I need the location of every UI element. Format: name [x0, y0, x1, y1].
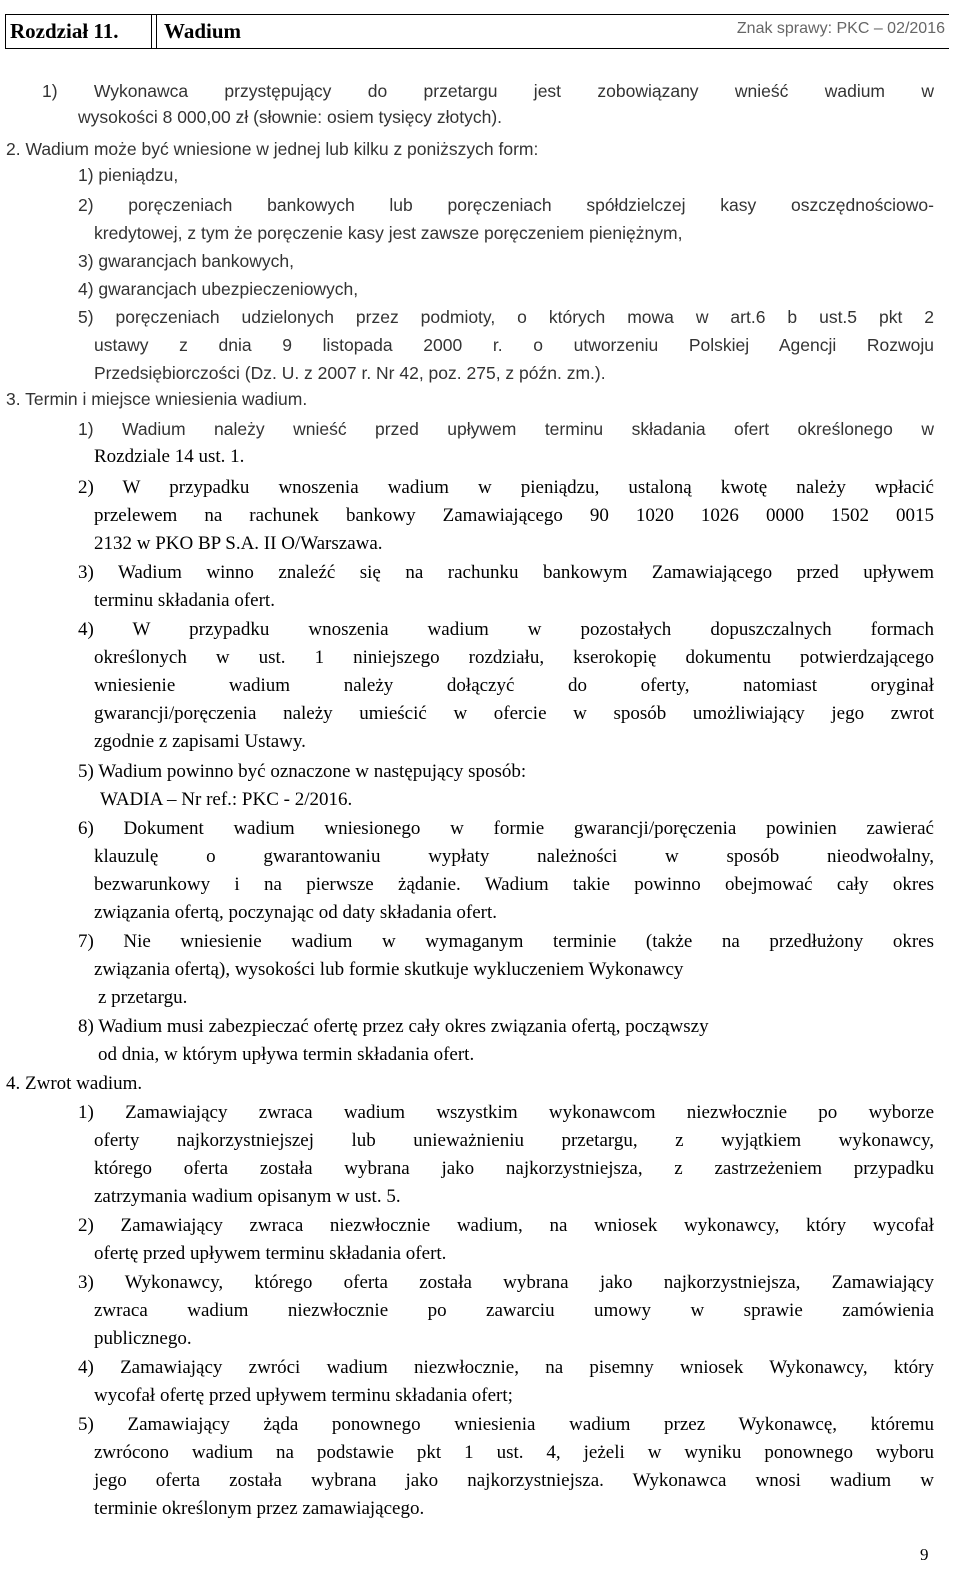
text-line: związania ofertą), wysokości lub formie skutkuje wykluczeniem Wykonawcy [94, 959, 684, 980]
text-line: publicznego. [94, 1328, 192, 1349]
text-line: wniesienie wadium należy dołączyć do oferty, natomiast oryginał [94, 675, 934, 696]
text-line: 1) Wykonawca przystępujący do przetargu jest zobowiązany wnieść wadium w [42, 81, 934, 101]
text-line: 7) Nie wniesienie wadium w wymaganym terminie (także na przedłużony okres [78, 931, 934, 952]
text-line: 3) Wadium winno znaleźć się na rachunku bankowym Zamawiającego przed upływem [78, 562, 934, 583]
text-line: terminu składania ofert. [94, 590, 275, 611]
chapter-title: Wadium [156, 15, 376, 48]
text-line: Przedsiębiorczości (Dz. U. z 2007 r. Nr 42, poz. 275, z późn. zm.). [94, 363, 606, 383]
text-line: 4. Zwrot wadium. [6, 1073, 143, 1094]
text-line: WADIA – Nr ref.: PKC - 2/2016. [100, 789, 353, 810]
text-line: 2132 w PKO BP S.A. II O/Warszawa. [94, 533, 383, 554]
text-line: 5) Zamawiający żąda ponownego wniesienia wadium przez Wykonawcę, któremu [78, 1414, 934, 1435]
text-line: 3. Termin i miejsce wniesienia wadium. [6, 389, 308, 409]
text-line: 5) Wadium powinno być oznaczone w następujący sposób: [78, 761, 527, 782]
text-line: 3) Wykonawcy, którego oferta została wybrana jako najkorzystniejsza, Zamawiający [78, 1272, 934, 1293]
page-number: 9 [920, 1545, 929, 1564]
text-line: wysokości 8 000,00 zł (słownie: osiem tysięcy złotych). [78, 107, 503, 127]
text-line: 8) Wadium musi zabezpieczać ofertę przez cały okres związania ofertą, począwszy [78, 1016, 709, 1037]
text-line: gwarancji/poręczenia należy umieścić w ofercie w sposób umożliwiający jego zwrot [94, 703, 934, 724]
text-line: 1) Wadium należy wnieść przed upływem terminu składania ofert określonego w [78, 419, 934, 439]
chapter-number: Rozdział 11. [5, 15, 152, 48]
text-line: zwrócono wadium na podstawie pkt 1 ust. 4, jeżeli w wyniku ponownego wyboru [94, 1442, 934, 1463]
text-line: 2) Zamawiający zwraca niezwłocznie wadium, na wniosek wykonawcy, który wycofał [78, 1215, 934, 1236]
text-line: zwraca wadium niezwłocznie po zawarciu umowy w sprawie zamówienia [94, 1300, 934, 1321]
text-line: bezwarunkowy i na pierwsze żądanie. Wadium takie powinno obejmować cały okres [94, 874, 934, 895]
text-line: związania ofertą, poczynając od daty składania ofert. [94, 902, 498, 923]
text-line: 3) gwarancjach bankowych, [78, 251, 294, 271]
text-line: 6) Dokument wadium wniesionego w formie gwarancji/poręczenia powinien zawierać [78, 818, 934, 839]
case-reference: Znak sprawy: PKC – 02/2016 [736, 20, 945, 37]
text-line: klauzulę o gwarantowaniu wypłaty należności w sposób nieodwołalny, [94, 846, 934, 867]
text-line: ustawy z dnia 9 listopada 2000 r. o utworzeniu Polskiej Agencji Rozwoju [94, 335, 934, 355]
text-line: oferty najkorzystniejszej lub unieważnieniu przetargu, z wyjątkiem wykonawcy, [94, 1130, 934, 1151]
text-line: 4) gwarancjach ubezpieczeniowych, [78, 279, 359, 299]
chapter-header [5, 14, 949, 49]
text-line: z przetargu. [98, 987, 188, 1008]
text-line: 5) poręczeniach udzielonych przez podmioty, o których mowa w art.6 b ust.5 pkt 2 [78, 307, 934, 327]
text-line: kredytowej, z tym że poręczenie kasy jest zawsze poręczeniem pieniężnym, [94, 223, 683, 243]
text-line: zgodnie z zapisami Ustawy. [94, 731, 306, 752]
text-line: 2) poręczeniach bankowych lub poręczeniach spółdzielczej kasy oszczędnościowo- [78, 195, 934, 215]
text-line: 2. Wadium może być wniesione w jednej lub kilku z poniższych form: [6, 139, 539, 159]
text-line: terminie określonym przez zamawiającego. [94, 1498, 425, 1519]
text-line: którego oferta została wybrana jako najkorzystniejsza, z zastrzeżeniem przypadku [94, 1158, 934, 1179]
text-line: 1) Zamawiający zwraca wadium wszystkim wykonawcom niezwłocznie po wyborze [78, 1102, 934, 1123]
text-line: wycofał ofertę przed upływem terminu składania ofert; [94, 1385, 513, 1406]
text-line: ofertę przed upływem terminu składania ofert. [94, 1243, 447, 1264]
text-line: 2) W przypadku wnoszenia wadium w pieniądzu, ustaloną kwotę należy wpłacić [78, 477, 934, 498]
text-line: 4) Zamawiający zwróci wadium niezwłocznie, na pisemny wniosek Wykonawcy, który [78, 1357, 934, 1378]
text-line: jego oferta została wybrana jako najkorzystniejsza. Wykonawca wnosi wadium w [94, 1470, 934, 1491]
text-line: 4) W przypadku wnoszenia wadium w pozostałych dopuszczalnych formach [78, 619, 934, 640]
text-line: Rozdziale 14 ust. 1. [94, 446, 245, 467]
text-line: zatrzymania wadium opisanym w ust. 5. [94, 1186, 401, 1207]
text-line: określonych w ust. 1 niniejszego rozdziału, kserokopię dokumentu potwierdzającego [94, 647, 934, 668]
text-line: przelewem na rachunek bankowy Zamawiającego 90 1020 1026 0000 1502 0015 [94, 505, 934, 526]
text-line: 1) pieniądzu, [78, 165, 179, 185]
text-line: od dnia, w którym upływa termin składania ofert. [98, 1044, 475, 1065]
